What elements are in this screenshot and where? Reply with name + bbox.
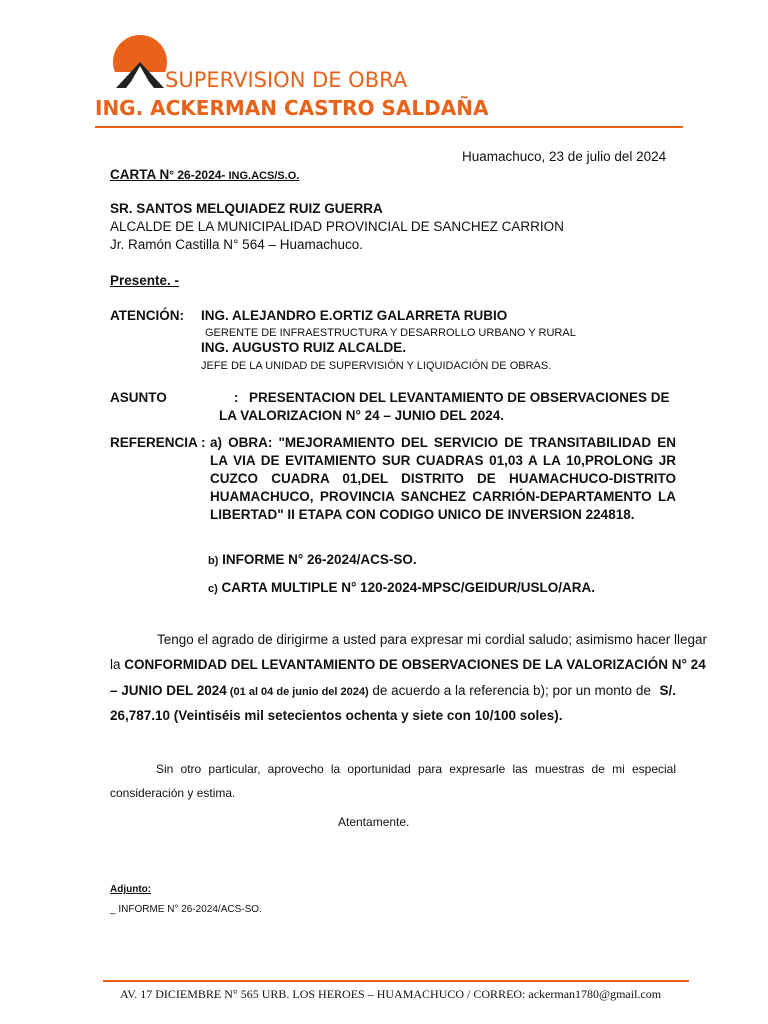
atencion-person2: ING. AUGUSTO RUIZ ALCALDE.: [201, 340, 406, 355]
sun-road-logo-icon: [108, 34, 172, 88]
atencion-role2: JEFE DE LA UNIDAD DE SUPERVISIÓN Y LIQUIDACIÓN DE OBRAS.: [201, 360, 552, 372]
atencion-label: ATENCIÓN:: [110, 308, 184, 323]
referencia-c: c) CARTA MULTIPLE N° 120-2024-MPSC/GEIDUR/USLO/ARA.: [208, 580, 595, 595]
body2: Sin otro particular, aprovecho la oportunidad para expresarle las muestras de mi especial consideración y estima.: [110, 762, 676, 800]
body1-line4: 26,787.10 (Veintiséis mil setecientos ochenta y siete con 10/100 soles).: [110, 708, 563, 723]
recipient-title: ALCALDE DE LA MUNICIPALIDAD PROVINCIAL DE SANCHEZ CARRION: [110, 219, 564, 234]
footer-address: AV. 17 DICIEMBRE N° 565 URB. LOS HEROES – HUAMACHUCO / CORREO: ackerman1780@gmail.com: [120, 987, 662, 1001]
recipient-address: Jr. Ramón Castilla N° 564 – Huamachuco.: [110, 237, 364, 252]
header-divider: [95, 126, 683, 128]
adjunto-item: _ INFORME N° 26-2024/ACS-SO.: [110, 904, 262, 915]
adjunto-label: Adjunto:: [110, 884, 152, 895]
carta-number: CARTA N° 26-2024- ING.ACS/S.O.: [110, 167, 300, 182]
asunto-line1: PRESENTACION DEL LEVANTAMIENTO DE OBSERVACIONES DE: [249, 390, 670, 405]
atencion-role1: GERENTE DE INFRAESTRUCTURA Y DESARROLLO URBANO Y RURAL: [205, 327, 576, 339]
recipient-name: SR. SANTOS MELQUIADEZ RUIZ GUERRA: [110, 201, 383, 216]
referencia-a: a) OBRA: "MEJORAMIENTO DEL SERVICIO DE TRANSITABILIDAD EN LA VIA DE EVITAMIENTO SUR CUADRAS 01,03 A LA 10,PROLONG JR CUZCO CUADRA 01,DEL DISTRITO DE HUAMACHUCO-DISTRITO HUAMACHUCO, PROVINCIA SANCHEZ CARRIÓN-DEPARTAMENTO LA LIBERTAD" II ETAPA CON CODIGO UNICO DE INVERSION 224818.: [210, 435, 676, 522]
header-line1: SUPERVISION DE OBRA: [165, 68, 408, 92]
header-line2: ING. ACKERMAN CASTRO SALDAÑA: [95, 96, 489, 120]
place-date: Huamachuco, 23 de julio del 2024: [462, 149, 667, 164]
closing: Atentamente.: [338, 815, 410, 829]
referencia-b: b) INFORME N° 26-2024/ACS-SO.: [208, 552, 417, 567]
presente: Presente. -: [110, 273, 180, 288]
asunto-line2: LA VALORIZACION N° 24 – JUNIO DEL 2024.: [219, 408, 504, 423]
asunto-label: ASUNTO: [110, 390, 167, 405]
referencia-label: REFERENCIA :: [110, 435, 206, 450]
atencion-person1: ING. ALEJANDRO E.ORTIZ GALARRETA RUBIO: [201, 308, 508, 323]
asunto-colon: :: [234, 390, 239, 405]
body1-line1: Tengo el agrado de dirigirme a usted para expresar mi cordial saludo; asimismo hacer llegar: [157, 632, 708, 647]
body1-line2: la CONFORMIDAD DEL LEVANTAMIENTO DE OBSERVACIONES DE LA VALORIZACIÓN N° 24: [110, 657, 706, 672]
footer-divider: [103, 980, 689, 982]
body1-line3: – JUNIO DEL 2024 (01 al 04 de junio del 2024) de acuerdo a la referencia b); por un monto de S/.: [110, 683, 676, 698]
